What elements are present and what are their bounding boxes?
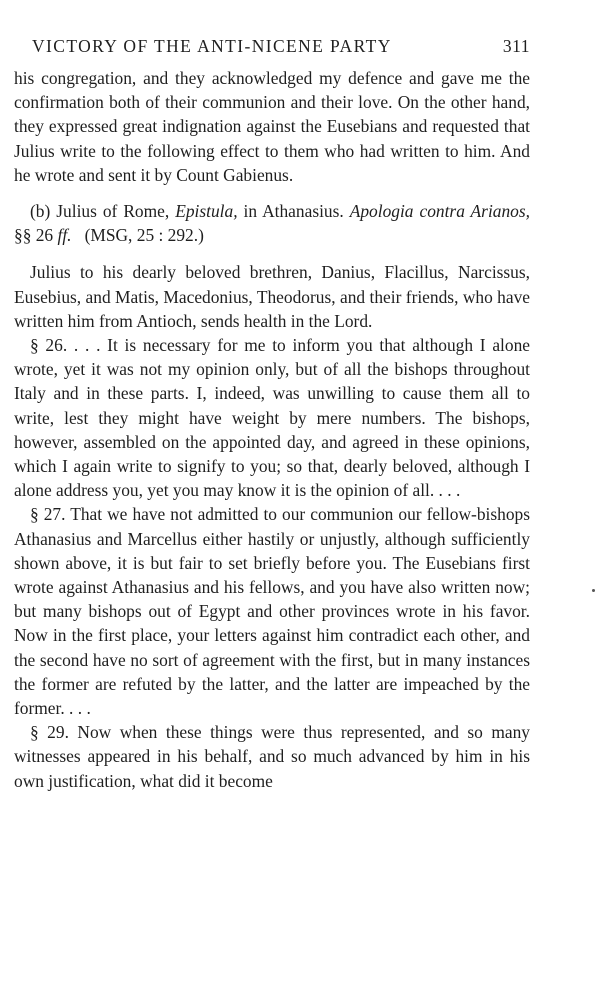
running-title: VICTORY OF THE ANTI-NICENE PARTY bbox=[32, 36, 392, 56]
source-ff: ff. bbox=[57, 225, 72, 246]
page-number: 311 bbox=[502, 36, 530, 56]
source-reference bbox=[14, 199, 530, 247]
section-26: § 26. . . . It is necessary for me to inform you that although I alone wrote, yet it was not my opinion only, but of all the bishops throughout Italy and in these parts. I, indeed, was unwilling to cause them all to write, lest they might have weight by mere numbers. The bishops, however, assembled on the appointed day, and agreed in these opinions, which I again write to signify to you; so that, dearly beloved, although I alone address you, yet you may know it is the opinion of all. . . . bbox=[14, 335, 530, 501]
source-work-title: Apologia contra Arianos, bbox=[349, 201, 530, 222]
source-label: (b) bbox=[30, 201, 51, 222]
margin-speck bbox=[592, 589, 595, 592]
source-sections: §§ 26 bbox=[14, 225, 54, 246]
section-27: § 27. That we have not admitted to our communion our fellow-bishops Athanasius and Marcellus either hastily or unjustly, although sufficiently shown above, it is but fair to set briefly before you. The Eusebians first wrote against Athanasius and his fellows, and you have also written now; but many bishops out of Egypt and other provinces wrote in his favor. Now in the first place, your letters against him contradict each other, and the second have no sort of agreement with the first, but in many instances the former are refuted by the latter, and the latter are impeached by the former. . . . bbox=[14, 504, 530, 719]
source-in: in Athanasius. bbox=[243, 201, 344, 222]
book-page bbox=[14, 36, 530, 793]
continued-paragraph: his congregation, and they acknowledged my defence and gave me the confirmation both of their communion and their love. On the other hand, they expressed great indignation against the Eusebians and requested that Julius write to the following effect to them who had written to him. And he wrote and sent it by Count Gabienus. bbox=[14, 68, 530, 185]
section-29: § 29. Now when these things were thus represented, and so many witnesses appeared in his behalf, and so much advanced by him in his own justification, what did it become bbox=[14, 722, 530, 791]
body-text bbox=[14, 66, 530, 793]
source-citation: (MSG, 25 : 292.) bbox=[84, 225, 204, 246]
running-head bbox=[14, 36, 530, 66]
letter-salutation: Julius to his dearly beloved brethren, Danius, Flacillus, Narcissus, Eusebius, and Matis, Macedonius, Theodorus, and their friends, who have written him from Antioch, sends health in the Lord. bbox=[14, 262, 530, 331]
source-author: Julius of Rome, bbox=[56, 201, 170, 222]
source-work: Epistula, bbox=[175, 201, 238, 222]
